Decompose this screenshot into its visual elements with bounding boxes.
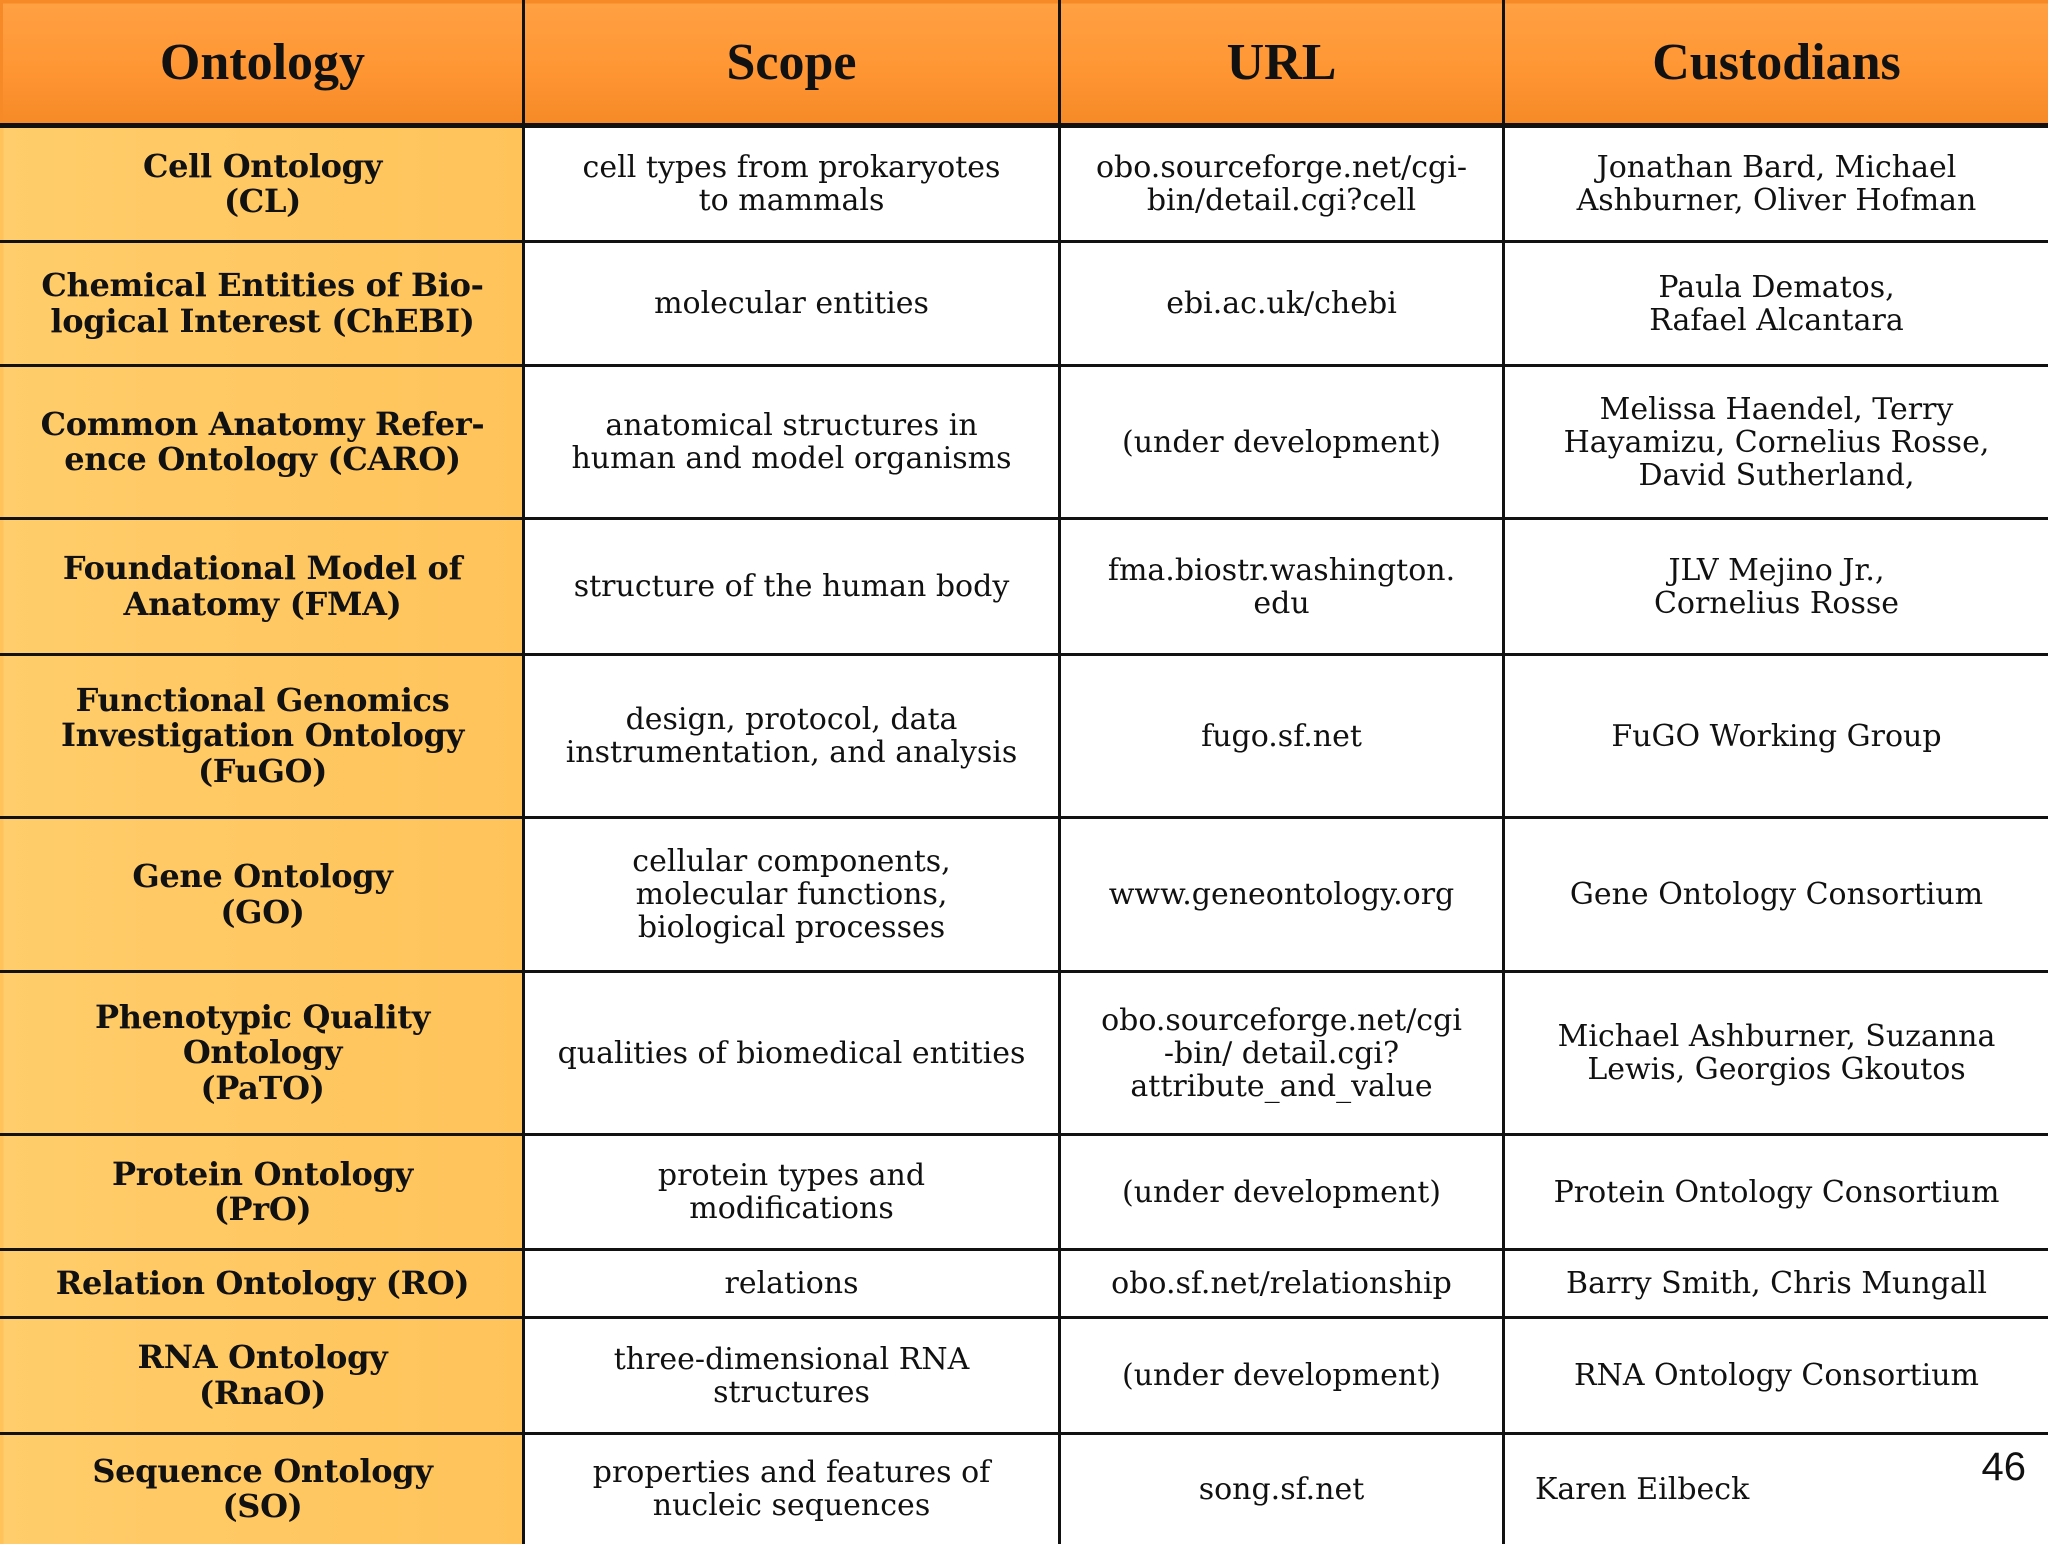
table-row xyxy=(2,366,2048,519)
page-number: 46 xyxy=(1982,1445,2027,1490)
url-cell: fugo.sf.net xyxy=(1060,655,1504,818)
scope-cell: relations xyxy=(524,1250,1060,1318)
custodians-cell: Melissa Haendel, Terry Hayamizu, Cornelius Rosse, David Sutherland, xyxy=(1504,366,2048,519)
custodians-cell: Barry Smith, Chris Mungall xyxy=(1504,1250,2048,1318)
custodians-cell: RNA Ontology Consortium xyxy=(1504,1318,2048,1434)
table-row xyxy=(2,972,2048,1135)
scope-cell: cell types from prokaryotes to mammals xyxy=(524,126,1060,242)
ontology-name-cell: Sequence Ontology (SO) xyxy=(2,1434,524,1544)
custodians-cell: Michael Ashburner, Suzanna Lewis, Georgios Gkoutos xyxy=(1504,972,2048,1135)
header-custodians: Custodians xyxy=(1504,2,2048,126)
ontology-name-cell: Protein Ontology (PrO) xyxy=(2,1135,524,1250)
header-row xyxy=(2,2,2048,126)
table-row xyxy=(2,818,2048,972)
url-cell: song.sf.net xyxy=(1060,1434,1504,1544)
scope-cell: molecular entities xyxy=(524,242,1060,366)
ontology-name-cell: Functional Genomics Investigation Ontology (FuGO) xyxy=(2,655,524,818)
scope-cell: protein types and modifications xyxy=(524,1135,1060,1250)
ontology-name-cell: Foundational Model of Anatomy (FMA) xyxy=(2,519,524,655)
ontology-name-cell: Relation Ontology (RO) xyxy=(2,1250,524,1318)
header-url: URL xyxy=(1060,2,1504,126)
custodians-cell: Karen Eilbeck xyxy=(1504,1434,2048,1544)
custodians-cell: FuGO Working Group xyxy=(1504,655,2048,818)
table-row xyxy=(2,519,2048,655)
custodians-cell: Gene Ontology Consortium xyxy=(1504,818,2048,972)
scope-cell: design, protocol, data instrumentation, and analysis xyxy=(524,655,1060,818)
ontology-name-cell: RNA Ontology (RnaO) xyxy=(2,1318,524,1434)
url-cell: obo.sf.net/relationship xyxy=(1060,1250,1504,1318)
scope-cell: anatomical structures in human and model organisms xyxy=(524,366,1060,519)
url-cell: obo.sourceforge.net/cgi- bin/detail.cgi?cell xyxy=(1060,126,1504,242)
ontology-name-cell: Phenotypic Quality Ontology (PaTO) xyxy=(2,972,524,1135)
table-row xyxy=(2,126,2048,242)
ontology-name-cell: Chemical Entities of Bio- logical Interest (ChEBI) xyxy=(2,242,524,366)
ontology-name-cell: Common Anatomy Refer- ence Ontology (CARO) xyxy=(2,366,524,519)
custodians-cell: Jonathan Bard, Michael Ashburner, Oliver Hofman xyxy=(1504,126,2048,242)
url-cell: (under development) xyxy=(1060,1318,1504,1434)
table-row xyxy=(2,1250,2048,1318)
header-scope: Scope xyxy=(524,2,1060,126)
url-cell: ebi.ac.uk/chebi xyxy=(1060,242,1504,366)
ontology-name-cell: Cell Ontology (CL) xyxy=(2,126,524,242)
table-row xyxy=(2,655,2048,818)
url-cell: obo.sourceforge.net/cgi -bin/ detail.cgi? attribute_and_value xyxy=(1060,972,1504,1135)
scope-cell: three-dimensional RNA structures xyxy=(524,1318,1060,1434)
scope-cell: qualities of biomedical entities xyxy=(524,972,1060,1135)
url-cell: (under development) xyxy=(1060,366,1504,519)
header-ontology: Ontology xyxy=(2,2,524,126)
ontology-name-cell: Gene Ontology (GO) xyxy=(2,818,524,972)
table-row xyxy=(2,242,2048,366)
scope-cell: properties and features of nucleic sequences xyxy=(524,1434,1060,1544)
scope-cell: structure of the human body xyxy=(524,519,1060,655)
url-cell: fma.biostr.washington. edu xyxy=(1060,519,1504,655)
url-cell: www.geneontology.org xyxy=(1060,818,1504,972)
table-row xyxy=(2,1434,2048,1544)
custodians-cell: Protein Ontology Consortium xyxy=(1504,1135,2048,1250)
url-cell: (under development) xyxy=(1060,1135,1504,1250)
custodians-cell: Paula Dematos, Rafael Alcantara xyxy=(1504,242,2048,366)
scope-cell: cellular components, molecular functions, biological processes xyxy=(524,818,1060,972)
custodians-cell: JLV Mejino Jr., Cornelius Rosse xyxy=(1504,519,2048,655)
table-row xyxy=(2,1318,2048,1434)
table-row xyxy=(2,1135,2048,1250)
